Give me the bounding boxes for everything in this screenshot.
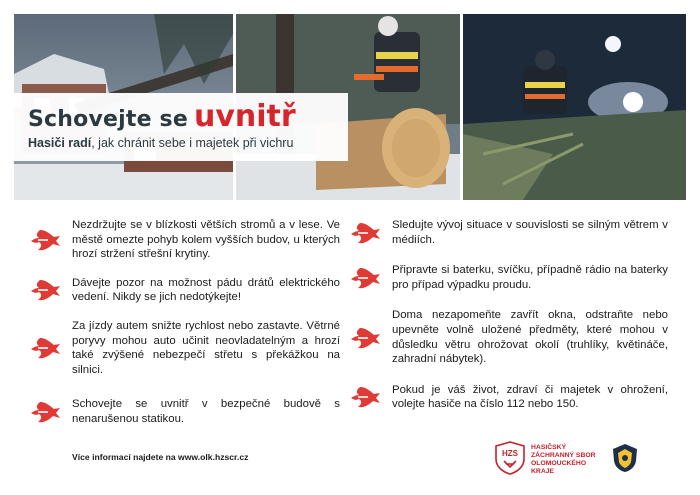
tip-item — [30, 397, 340, 426]
hzs-logo-abbr: HZS — [502, 449, 518, 458]
tip-text: Pokud je váš život, zdraví či majetek v ohrožení, volejte hasiče na číslo 112 nebo 150. — [392, 383, 668, 411]
org-name — [531, 444, 611, 476]
wind-gust-icon — [350, 219, 382, 247]
tips-right-column — [350, 218, 668, 412]
tip-item — [350, 218, 668, 247]
org-name-line: KRAJE — [531, 468, 555, 475]
org-name-line: HASIČSKÝ — [531, 444, 567, 451]
tip-item — [350, 263, 668, 292]
photo-firefighter-night-storm — [463, 14, 686, 200]
subtitle-rest: , jak chránit sebe i majetek při vichru — [91, 136, 294, 150]
wind-gust-icon — [350, 264, 382, 292]
org-name-line: OLOMOUCKÉHO — [531, 460, 587, 467]
tip-item — [350, 308, 668, 366]
tip-item — [30, 218, 340, 262]
tip-text: Doma nezapomeňte zavřít okna, odstraňte nebo upevněte volně uložené předměty, které mohou v důsledku větru ohrožovat okolí (truhlíky, květináče, zahradní nábytek). — [392, 309, 668, 366]
wind-gust-icon — [30, 398, 62, 426]
subtitle-bold: Hasiči radí — [28, 136, 92, 150]
hzs-logo-icon — [493, 441, 527, 475]
tip-text: Za jízdy autem snižte rychlost nebo zastavte. Větrné poryvy mohou auto učinit neovladatelným a hrozí také zvýšené nebezpečí střetu s překážkou na silnici. — [72, 319, 340, 376]
tips-left-column — [30, 218, 340, 427]
tip-text: Připravte si baterku, svíčku, případně rádio na baterky pro případ výpadku proudu. — [392, 264, 668, 291]
tip-item — [30, 319, 340, 377]
subtitle — [28, 136, 348, 150]
tip-text: Dávejte pozor na možnost pádu drátů elektrického vedení. Nikdy se jich nedotýkejte! — [72, 276, 340, 304]
wind-gust-icon — [350, 324, 382, 352]
title-accent: uvnitř — [193, 99, 296, 134]
wind-gust-icon — [30, 276, 62, 304]
wind-gust-icon — [30, 226, 62, 254]
region-emblem-icon — [612, 443, 638, 473]
wind-gust-icon — [30, 334, 62, 362]
wind-gust-icon — [350, 383, 382, 411]
org-name-line: ZÁCHRANNÝ SBOR — [531, 452, 596, 459]
more-info-link[interactable]: Více informací najdete na www.olk.hzscr.cz — [72, 452, 249, 462]
title-banner — [14, 93, 348, 161]
tip-item — [350, 383, 668, 412]
title-main: Schovejte se — [28, 107, 188, 132]
tip-item — [30, 276, 340, 305]
tip-text: Sledujte vývoj situace v souvislosti se silným větrem v médiích. — [392, 219, 668, 246]
page-title — [28, 99, 348, 134]
tip-text: Nezdržujte se v blízkosti větších stromů a v lese. Ve městě omezte pohyb kolem vyšších budov, u kterých hrozí stržení střešní krytiny. — [72, 219, 340, 261]
tip-text: Schovejte se uvnitř v bezpečné budově s nenarušenou statikou. — [72, 398, 340, 425]
